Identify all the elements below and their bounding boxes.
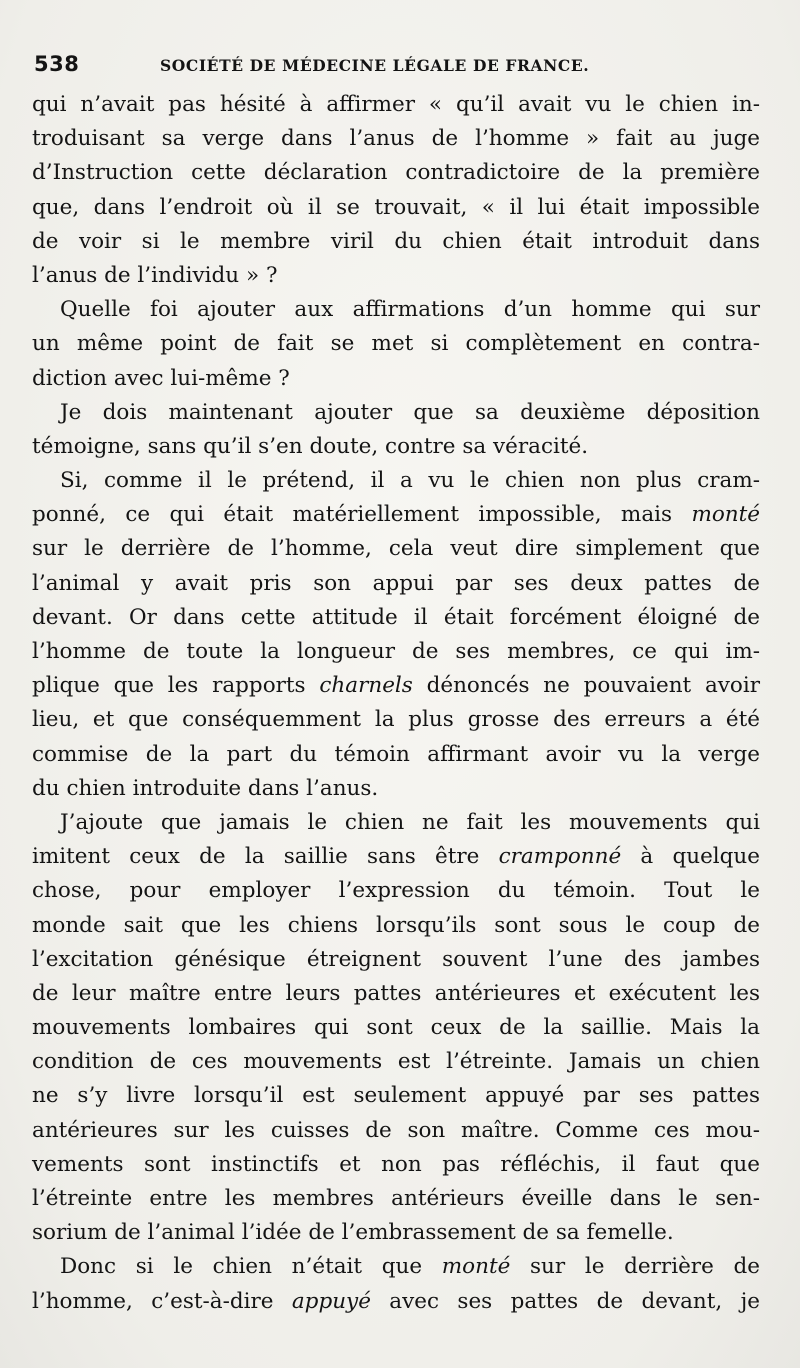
- text-segment: chose, pour employer l’expression du témoin. Tout le: [32, 878, 760, 904]
- text-segment: sur le derrière de l’homme, cela veut dire simplement que: [32, 536, 760, 562]
- text-segment: qui n’avait pas hésité à affirmer « qu’il avait vu le chien in-: [32, 92, 760, 117]
- text-line: [32, 567, 760, 601]
- text-line: [32, 943, 760, 977]
- text-line: [32, 874, 760, 908]
- text-segment: de voir si le membre viril du chien était introduit dans: [32, 228, 760, 254]
- text-line: [32, 1250, 760, 1284]
- text-segment: Quelle foi ajouter aux affirmations d’un homme qui sur: [60, 297, 760, 323]
- body-text: [32, 88, 760, 1319]
- text-line: [32, 703, 760, 737]
- text-line: [32, 977, 760, 1011]
- italic-text: charnels: [319, 673, 413, 699]
- text-segment: plique que les rapports: [32, 673, 320, 699]
- page-number: 538: [34, 52, 80, 76]
- italic-text: appuyé: [291, 1288, 371, 1314]
- text-line: [32, 1114, 760, 1148]
- text-segment: vements sont instinctifs et non pas réfléchis, il faut que: [32, 1151, 760, 1177]
- text-segment: condition de ces mouvements est l’étreinte. Jamais un chien: [32, 1049, 760, 1075]
- text-segment: commise de la part du témoin affirmant avoir vu la verge: [32, 741, 760, 767]
- text-segment: Si, comme il le prétend, il a vu le chien non plus cram-: [60, 468, 760, 494]
- text-line: [32, 225, 760, 259]
- text-line: [32, 293, 760, 327]
- text-segment: Je dois maintenant ajouter que sa deuxième déposition: [60, 399, 760, 425]
- italic-text: cramponné: [498, 844, 622, 870]
- text-segment: de leur maître entre leurs pattes antérieures et exécutent les: [32, 980, 760, 1006]
- text-segment: dénoncés ne pouvaient avoir: [412, 673, 761, 699]
- text-line: [32, 1079, 760, 1113]
- text-segment: antérieures sur les cuisses de son maître. Comme ces mou-: [32, 1117, 760, 1143]
- text-segment: sorium de l’animal l’idée de l’embrassement de sa femelle.: [32, 1220, 674, 1246]
- text-line: [32, 259, 760, 293]
- text-line: [32, 738, 760, 772]
- text-segment: ne s’y livre lorsqu’il est seulement appuyé par ses pattes: [32, 1083, 760, 1109]
- text-line: [32, 635, 760, 669]
- page-header: [34, 52, 774, 82]
- text-segment: que, dans l’endroit où il se trouvait, « il lui était impossible: [32, 194, 760, 220]
- text-segment: l’anus de l’individu » ?: [32, 262, 278, 288]
- text-segment: l’animal y avait pris son appui par ses deux pattes de: [32, 570, 760, 596]
- text-segment: avec ses pattes de devant, je: [370, 1288, 760, 1314]
- text-segment: l’excitation génésique étreignent souvent l’une des jambes: [32, 946, 760, 972]
- text-line: [32, 669, 760, 703]
- text-segment: à quelque: [621, 844, 760, 870]
- text-segment: devant. Or dans cette attitude il était forcément éloigné de: [32, 604, 760, 630]
- text-segment: monde sait que les chiens lorsqu’ils sont sous le coup de: [32, 912, 760, 938]
- text-line: [32, 327, 760, 361]
- text-segment: d’Instruction cette déclaration contradictoire de la première: [32, 160, 760, 186]
- text-segment: l’homme de toute la longueur de ses membres, ce qui im-: [32, 639, 760, 664]
- text-segment: troduisant sa verge dans l’anus de l’homme » fait au juge: [32, 126, 760, 152]
- italic-text: monté: [691, 502, 760, 528]
- text-line: [32, 1148, 760, 1182]
- italic-text: monté: [441, 1254, 511, 1280]
- text-line: [32, 1182, 760, 1216]
- text-line: [32, 396, 760, 430]
- text-segment: du chien introduite dans l’anus.: [32, 775, 379, 801]
- text-line: [32, 156, 760, 190]
- text-segment: J’ajoute que jamais le chien ne fait les mouvements qui: [60, 809, 760, 835]
- text-segment: diction avec lui-même ?: [32, 365, 290, 391]
- text-line: [32, 909, 760, 943]
- running-title: SOCIÉTÉ DE MÉDECINE LÉGALE DE FRANCE.: [160, 56, 590, 75]
- text-segment: lieu, et que conséquemment la plus grosse des erreurs a été: [32, 707, 760, 733]
- text-line: [32, 1045, 760, 1079]
- text-line: [32, 1285, 760, 1319]
- text-segment: un même point de fait se met si complètement en contra-: [32, 331, 760, 357]
- text-line: [32, 498, 760, 532]
- text-line: [32, 532, 760, 566]
- text-line: [32, 464, 760, 498]
- text-line: [32, 88, 760, 122]
- text-segment: mouvements lombaires qui sont ceux de la saillie. Mais la: [32, 1015, 760, 1041]
- text-line: [32, 430, 760, 464]
- text-line: [32, 772, 760, 806]
- text-segment: imitent ceux de la saillie sans être: [32, 844, 499, 870]
- text-line: [32, 191, 760, 225]
- text-line: [32, 840, 760, 874]
- text-line: [32, 601, 760, 635]
- text-segment: l’étreinte entre les membres antérieurs éveille dans le sen-: [32, 1186, 760, 1211]
- text-segment: Donc si le chien n’était que: [60, 1254, 442, 1280]
- text-segment: témoigne, sans qu’il s’en doute, contre sa véracité.: [32, 433, 589, 459]
- text-segment: l’homme, c’est-à-dire: [32, 1288, 292, 1314]
- text-line: [32, 1216, 760, 1250]
- text-line: [32, 362, 760, 396]
- text-line: [32, 122, 760, 156]
- text-segment: sur le derrière de: [510, 1254, 760, 1280]
- text-segment: ponné, ce qui était matériellement impossible, mais: [32, 502, 692, 528]
- text-line: [32, 1011, 760, 1045]
- text-line: [32, 806, 760, 840]
